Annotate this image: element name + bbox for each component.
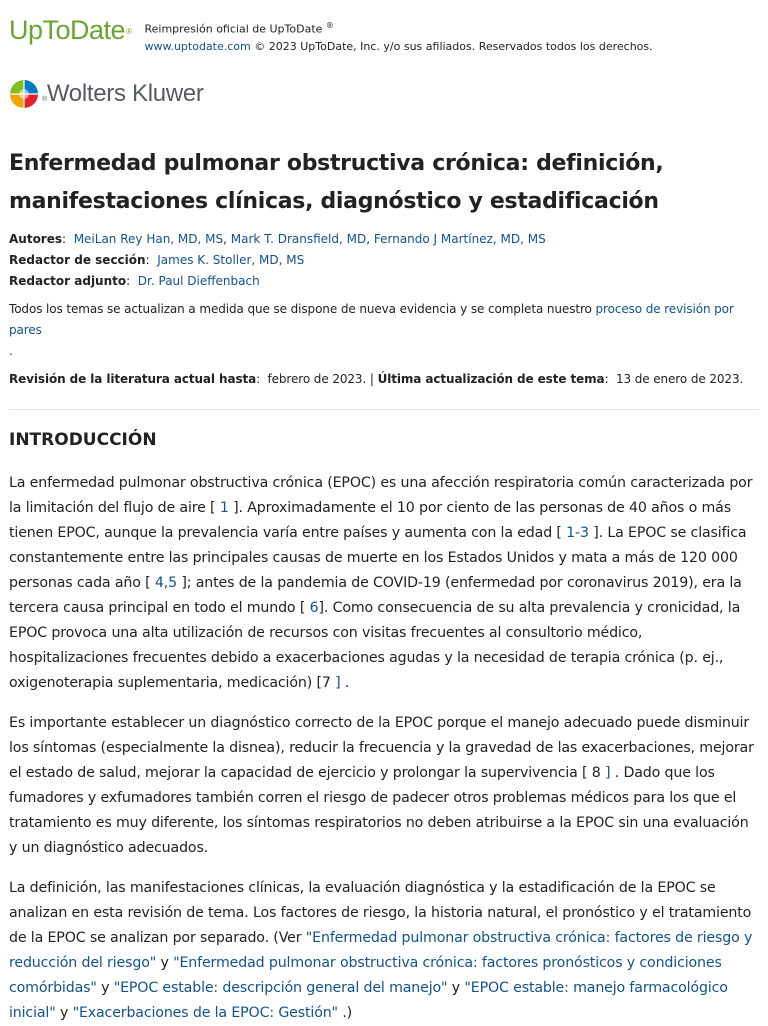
lit-review-date: febrero de 2023. [267, 372, 367, 386]
section-editor-line: Redactor de sección: James K. Stoller, MD, MS [9, 253, 305, 267]
review-dates: Revisión de la literatura actual hasta: febrero de 2023. | Última actualización de este tema: 13 de enero de 2023. [9, 372, 744, 386]
author-link[interactable]: Mark T. Dransfield, MD [230, 232, 367, 246]
intro-paragraph-2 [9, 711, 759, 861]
uptodate-logo-reg: ® [126, 27, 132, 36]
text-run: Es importante establecer un diagnóstico correcto de la EPOC porque el manejo adecuado puede disminuir los síntomas (especialmente la disnea), reducir la frecuencia y la gravedad de las exacerbaciones, mejorar el estado de salud, mejorar la capacidad de ejercicio y prolongar la supervivencia [ 8 [9, 715, 754, 781]
article-title: Enfermedad pulmonar obstructiva crónica: definición, manifestaciones clínicas, diagnóstico y estadificación [9, 151, 664, 214]
authors-line: Autores: MeiLan Rey Han, MD, MS, Mark T. Dransfield, MD, Fernando J Martínez, MD, MS [9, 232, 546, 246]
divider [9, 409, 759, 410]
text-run: ]; antes de la pandemia de COVID-19 (enfermedad por coronavirus 2019), era la tercera causa principal en todo el mundo [ [9, 575, 742, 616]
author-link[interactable]: MeiLan Rey Han, MD, MS [73, 232, 224, 246]
last-update-label: Última actualización de este tema [377, 372, 605, 386]
uptodate-logo[interactable] [9, 14, 131, 46]
reference-link[interactable]: 6 [309, 600, 319, 616]
topic-link[interactable]: "Enfermedad pulmonar obstructiva crónica: factores de riesgo y reducción del riesgo" [9, 930, 753, 971]
topic-link[interactable]: "Enfermedad pulmonar obstructiva crónica: factores pronósticos y condiciones comórbidas" [9, 955, 722, 996]
author-link[interactable]: Fernando J Martínez, MD, MS [373, 232, 546, 246]
deputy-editor-line: Redactor adjunto: Dr. Paul Dieffenbach [9, 274, 260, 288]
wolters-kluwer-logo [9, 76, 759, 112]
update-notice-text: Todos los temas se actualizan a medida que se dispone de nueva evidencia y se completa nuestro [9, 302, 596, 316]
intro-paragraph-1 [9, 471, 759, 696]
reference-link[interactable]: 4,5 [154, 575, 177, 591]
authors-label: Autores [9, 232, 63, 246]
section-editor-link[interactable]: James K. Stoller, MD, MS [157, 253, 305, 267]
text-run: y [96, 980, 114, 996]
wolters-kluwer-reg: ® [42, 96, 47, 103]
reprint-header [9, 0, 759, 54]
topic-link[interactable]: "EPOC estable: manejo farmacológico inicial" [9, 980, 728, 1021]
deputy-editor-label: Redactor adjunto [9, 274, 127, 288]
reference-link[interactable]: 1-3 [566, 525, 589, 541]
section-editor-label: Redactor de sección [9, 253, 146, 267]
copyright-text: © 2023 UpToDate, Inc. y/o sus afiliados. Reservados todos los derechos. [250, 39, 653, 53]
reference-link[interactable]: ] [605, 765, 611, 781]
peer-review-link-end[interactable]: . [9, 344, 13, 358]
update-notice [9, 299, 759, 362]
text-run: y [447, 980, 465, 996]
article-credits [9, 229, 759, 292]
wolters-kluwer-name: Wolters Kluwer [46, 80, 204, 107]
topic-link[interactable]: "EPOC estable: descripción general del manejo" [113, 980, 448, 996]
intro-paragraph-3 [9, 876, 759, 1026]
wolters-kluwer-globe-icon [9, 79, 39, 109]
topic-link[interactable]: "Exacerbaciones de la EPOC: Gestión" [72, 1005, 338, 1021]
separator: | [369, 372, 374, 386]
text-run: y [55, 1005, 73, 1021]
text-run: . Dado que los fumadores y exfumadores también corren el riesgo de padecer otros problemas médicos para los que el tratamiento es muy diferente, los síntomas respiratorios no deben atribuirse a la EPOC sin una evaluación y un diagnóstico adecuados. [9, 765, 749, 856]
section-heading: INTRODUCCIÓN [9, 430, 157, 450]
deputy-editor-link[interactable]: Dr. Paul Dieffenbach [137, 274, 260, 288]
lit-review-label: Revisión de la literatura actual hasta [9, 372, 257, 386]
uptodate-site-link[interactable]: www.uptodate.com [144, 39, 251, 53]
reprint-info [144, 17, 652, 55]
peer-review-link[interactable]: proceso de revisión por pares [9, 302, 734, 337]
uptodate-logo-text: UpToDate [9, 15, 126, 45]
wolters-kluwer-text [42, 80, 204, 108]
reference-link[interactable]: ] [335, 675, 341, 691]
text-run: La enfermedad pulmonar obstructiva crónica (EPOC) es una afección respiratoria común caracterizada por la limitación del flujo de aire [ [9, 475, 753, 516]
text-run: La definición, las manifestaciones clínicas, la evaluación diagnóstica y la estadificación de la EPOC se analizan en esta revisión de tema. Los factores de riesgo, la historia natural, el pronóstico y el tratamiento de la EPOC se analizan por separado. (Ver [9, 880, 752, 946]
text-run: y [156, 955, 174, 971]
text-run: ]. Como consecuencia de su alta prevalencia y cronicidad, la EPOC provoca una alta utilización de recursos con visitas frecuentes al consultorio médico, hospitalizaciones frecuentes debido a exacerbaciones agudas y la necesidad de terapia crónica (p. ej., oxigenoterapia suplementaria, medicación) [7 [9, 600, 741, 691]
text-run: ]. La EPOC se clasifica constantemente entre las principales causas de muerte en los Estados Unidos y mata a más de 120 000 personas cada año [ [9, 525, 747, 591]
reprint-title: Reimpresión oficial de UpToDate [144, 22, 323, 36]
text-run: . [340, 675, 350, 691]
text-run: .) [337, 1005, 353, 1021]
text-run: ]. Aproximadamente el 10 por ciento de las personas de 40 años o más tienen EPOC, aunque la prevalencia varía entre países y aumenta con la edad [ [9, 500, 731, 541]
reference-link[interactable]: 1 [219, 500, 229, 516]
reprint-reg: ® [325, 21, 334, 30]
last-update-date: 13 de enero de 2023. [615, 372, 744, 386]
